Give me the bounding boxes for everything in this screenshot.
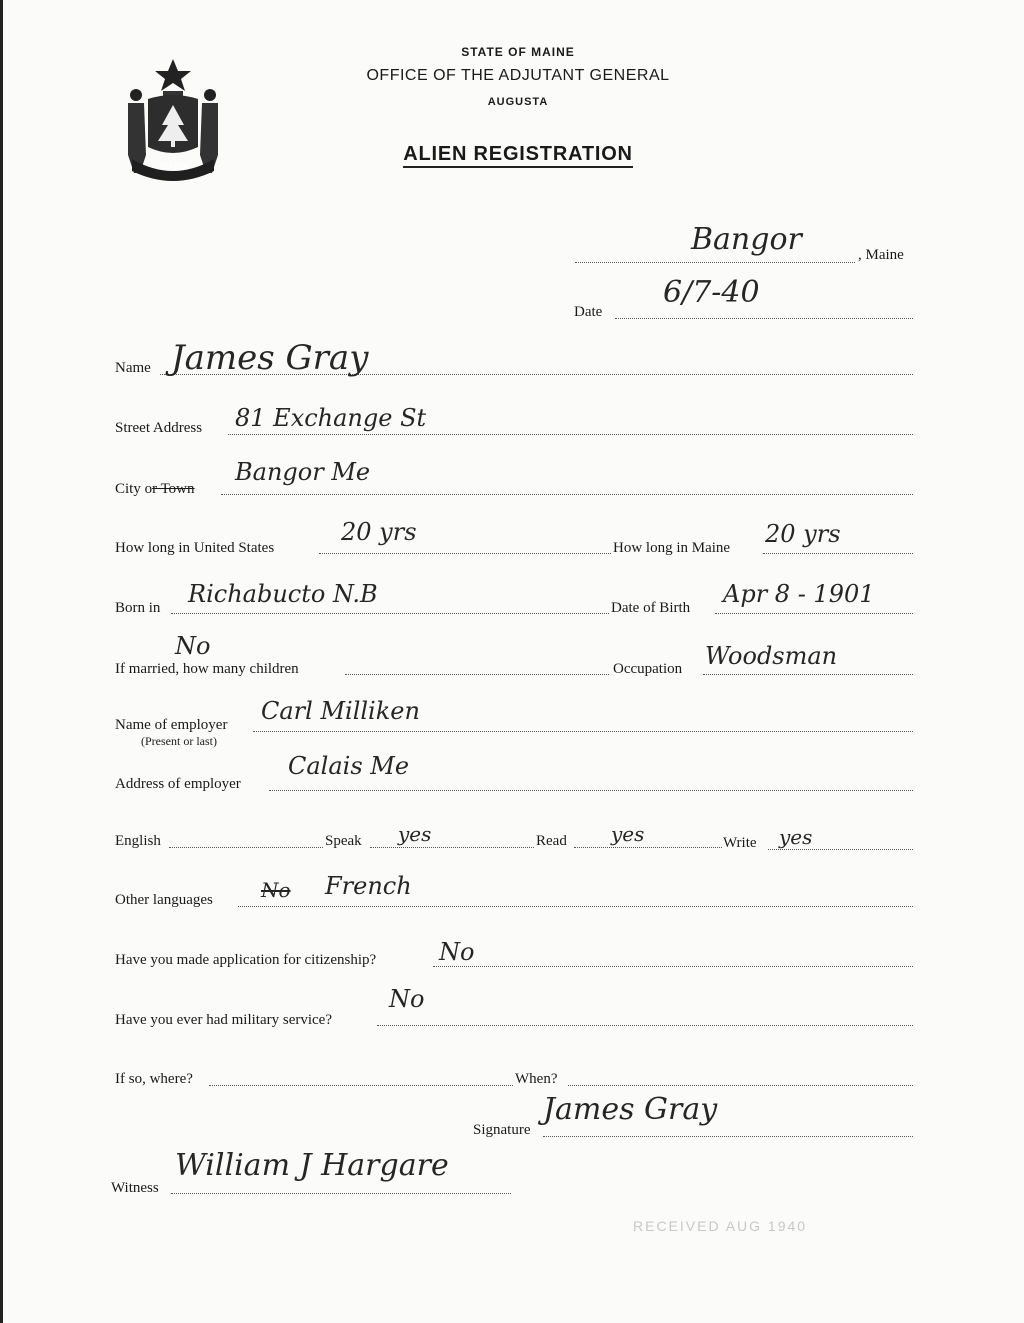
occupation-entry[interactable]: Woodsman (705, 642, 838, 670)
where-line (209, 1085, 513, 1086)
seal-banner: MAINE (160, 161, 190, 171)
street-line (228, 434, 913, 435)
employer-line (253, 731, 913, 732)
when-line (568, 1085, 913, 1086)
when-label: When? (515, 1071, 558, 1087)
employer-sub-label: (Present or last) (141, 734, 217, 748)
street-label: Street Address (115, 420, 203, 436)
where-label: If so, where? (115, 1071, 193, 1087)
read-label: Read (536, 833, 567, 849)
write-line (768, 849, 913, 850)
received-stamp: RECEIVED AUG 1940 (633, 1218, 808, 1234)
married-label: If married, how many children (115, 661, 299, 677)
speak-label: Speak (325, 833, 362, 849)
employer-address-entry[interactable]: Calais Me (288, 752, 410, 780)
employer-label: Name of employer (115, 717, 228, 733)
other-lang-line (238, 906, 913, 907)
military-label: Have you ever had military service? (115, 1012, 332, 1028)
speak-entry[interactable]: yes (398, 822, 432, 846)
maine-label: , Maine (858, 247, 904, 263)
other-lang-label: Other languages (115, 892, 213, 908)
signature-entry[interactable]: James Gray (543, 1092, 718, 1127)
write-entry[interactable]: yes (779, 825, 813, 849)
citizenship-label: Have you made application for citizenship? (115, 952, 377, 968)
how-long-me-label: How long in Maine (613, 540, 731, 556)
read-line (574, 847, 722, 848)
state-seal-icon (118, 55, 228, 185)
name-entry[interactable]: James Gray (171, 338, 369, 378)
signature-line (543, 1136, 913, 1137)
witness-label: Witness (111, 1180, 159, 1196)
emp-address-line (269, 790, 913, 791)
city-entry[interactable]: Bangor Me (235, 458, 371, 486)
how-long-me-line (763, 553, 913, 554)
witness-line (171, 1193, 511, 1194)
place-line (575, 262, 855, 263)
form-title-text: ALIEN REGISTRATION (403, 143, 633, 168)
dob-entry[interactable]: Apr 8 - 1901 (723, 580, 875, 608)
children-entry[interactable]: No (175, 632, 211, 660)
city-label (115, 481, 195, 498)
date-label: Date (574, 304, 603, 320)
dob-label: Date of Birth (611, 600, 691, 616)
born-entry[interactable]: Richabucto N.B (188, 580, 378, 608)
speak-line (370, 847, 534, 848)
years-us-entry[interactable]: 20 yrs (341, 518, 417, 546)
how-long-us-label: How long in United States (115, 540, 275, 556)
city-label-struck: r Town (152, 481, 195, 497)
date-entry[interactable]: 6/7-40 (663, 275, 760, 310)
other-lang-struck-entry[interactable]: No (261, 878, 291, 902)
citizenship-line (433, 966, 913, 967)
office-heading: OFFICE OF THE ADJUTANT GENERAL (366, 67, 670, 84)
street-entry[interactable]: 81 Exchange St (235, 404, 427, 432)
english-label: English (115, 833, 161, 849)
military-line (377, 1025, 913, 1026)
name-label: Name (115, 360, 151, 376)
how-long-us-line (319, 553, 611, 554)
date-line (615, 318, 913, 319)
occupation-line (703, 674, 913, 675)
read-entry[interactable]: yes (611, 822, 645, 846)
state-heading: STATE OF MAINE (461, 45, 575, 59)
other-lang-entry[interactable]: French (325, 872, 412, 900)
witness-entry[interactable]: William J Hargare (175, 1148, 449, 1183)
occupation-label: Occupation (613, 661, 683, 677)
emp-address-label: Address of employer (115, 776, 241, 792)
english-line (169, 847, 323, 848)
city-line (221, 494, 913, 495)
signature-label: Signature (473, 1122, 531, 1138)
military-entry[interactable]: No (389, 985, 425, 1013)
city-heading: AUGUSTA (487, 96, 549, 108)
place-entry[interactable]: Bangor (691, 222, 802, 257)
born-label: Born in (115, 600, 161, 616)
born-line (171, 613, 609, 614)
dob-line (715, 613, 913, 614)
married-line (345, 674, 609, 675)
form-title (303, 143, 733, 166)
employer-entry[interactable]: Carl Milliken (261, 697, 420, 725)
years-me-entry[interactable]: 20 yrs (765, 520, 841, 548)
write-label: Write (723, 835, 757, 851)
city-label-prefix: City o (115, 481, 153, 497)
citizenship-entry[interactable]: No (439, 938, 475, 966)
